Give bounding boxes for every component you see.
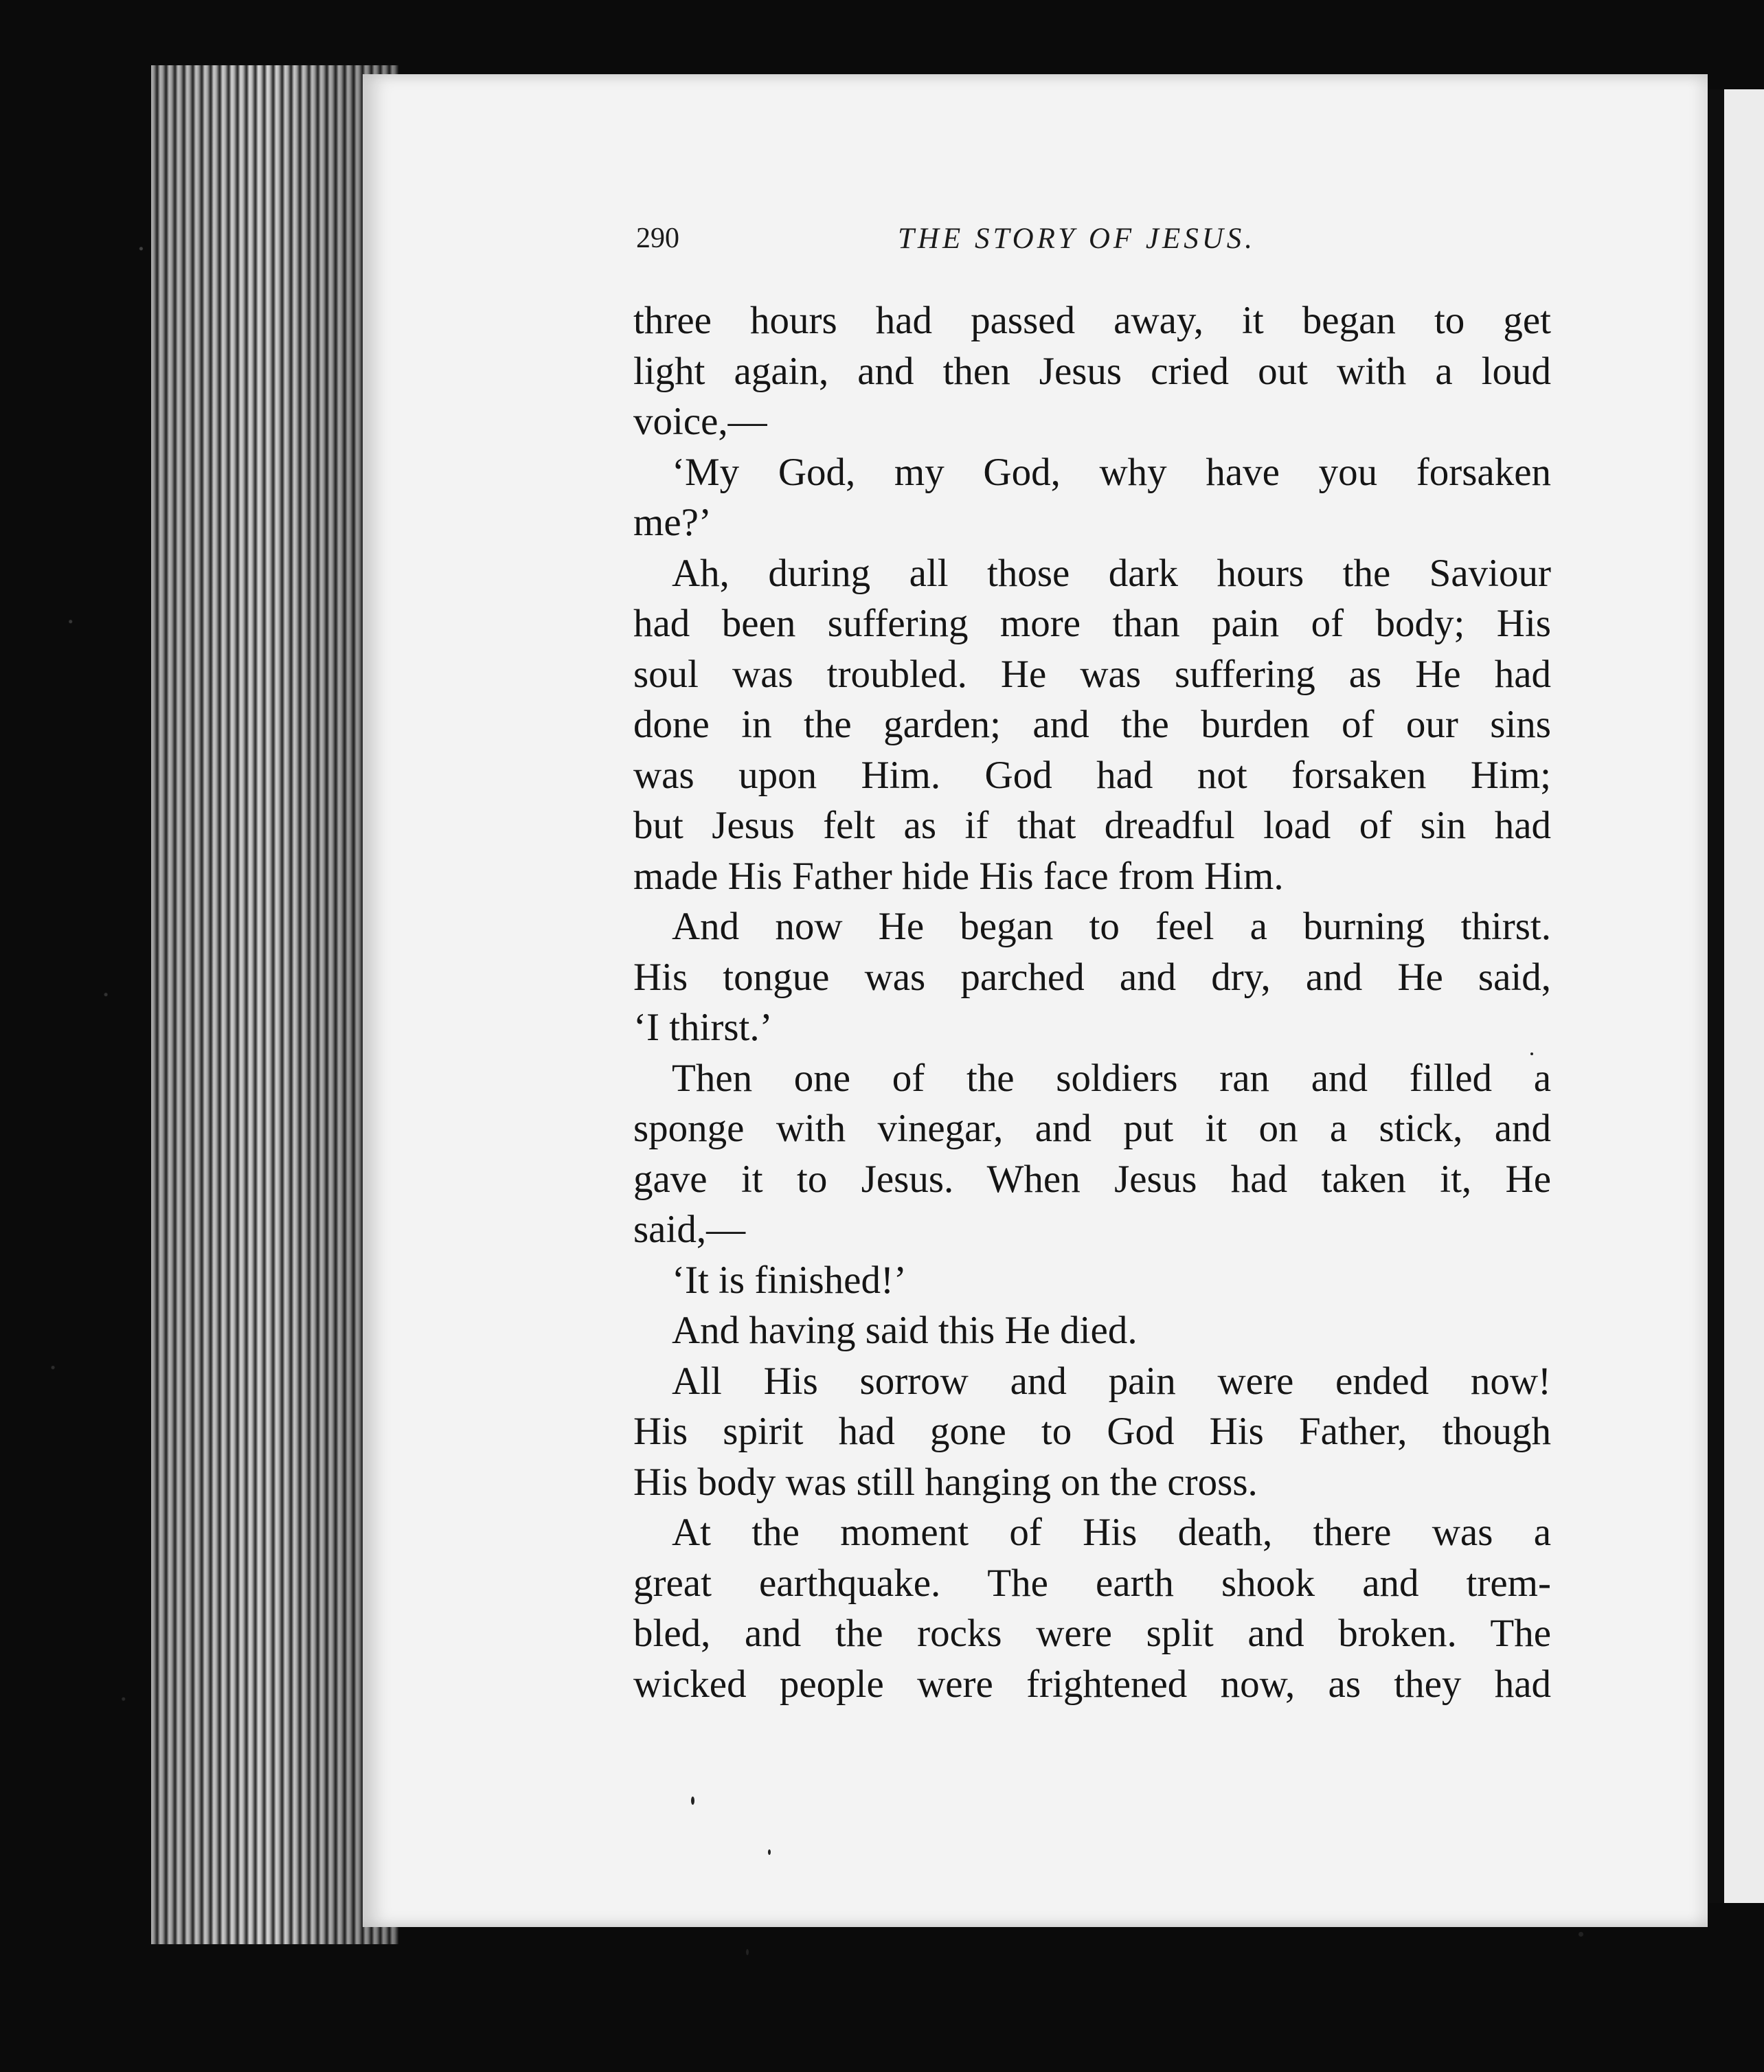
text-line: great earthquake. The earth shook and trem- [633,1561,1551,1605]
text-line: Ah, during all those dark hours the Saviour [672,551,1551,595]
text-line: And having said this He died. [672,1309,1138,1352]
text-line: bled, and the rocks were split and broken. The [633,1612,1551,1655]
page-number: 290 [636,223,679,254]
text-line: was upon Him. God had not forsaken Him; [633,753,1551,797]
text-line: but Jesus felt as if that dreadful load of sin had [633,804,1551,847]
text-line: And now He began to feel a burning thirst. [672,905,1551,948]
page-header [636,222,1550,263]
scan-mark [768,1849,771,1855]
text-line: sponge with vinegar, and put it on a stick, and [633,1107,1551,1150]
text-line: All His sorrow and pain were ended now! [672,1359,1551,1403]
text-line: At the moment of His death, there was a [672,1511,1551,1554]
running-title: THE STORY OF JESUS. [898,223,1256,255]
next-page-edge [1709,89,1764,1903]
text-line: had been suffering more than pain of body; His [633,602,1551,645]
text-line: done in the garden; and the burden of our sins [633,703,1551,746]
text-line: ‘It is finished!’ [672,1258,907,1302]
scan-mark [691,1797,694,1805]
scan-mark [1579,1932,1583,1937]
text-line: voice,— [633,400,767,443]
text-line: wicked people were frightened now, as they had [633,1662,1551,1706]
page-text [633,295,1551,1709]
book-page-edges [151,65,398,1944]
text-line: me?’ [633,501,712,544]
text-line: light again, and then Jesus cried out with a loud [633,349,1551,393]
text-line: three hours had passed away, it began to get [633,299,1551,342]
text-line: ‘My God, my God, why have you forsaken [672,450,1551,494]
text-line: ‘I thirst.’ [633,1006,773,1049]
text-line: soul was troubled. He was suffering as He had [633,652,1551,696]
text-line: His body was still hanging on the cross. [633,1460,1258,1504]
text-line: His spirit had gone to God His Father, though [633,1410,1551,1453]
text-line: made His Father hide His face from Him. [633,854,1284,898]
text-line: Then one of the soldiers ran and filled a [672,1056,1551,1100]
text-line: said,— [633,1208,746,1251]
scan-mark [746,1949,749,1955]
text-line: gave it to Jesus. When Jesus had taken it, He [633,1157,1551,1201]
text-line: His tongue was parched and dry, and He said, [633,955,1551,999]
scan-mark [1530,1052,1533,1055]
